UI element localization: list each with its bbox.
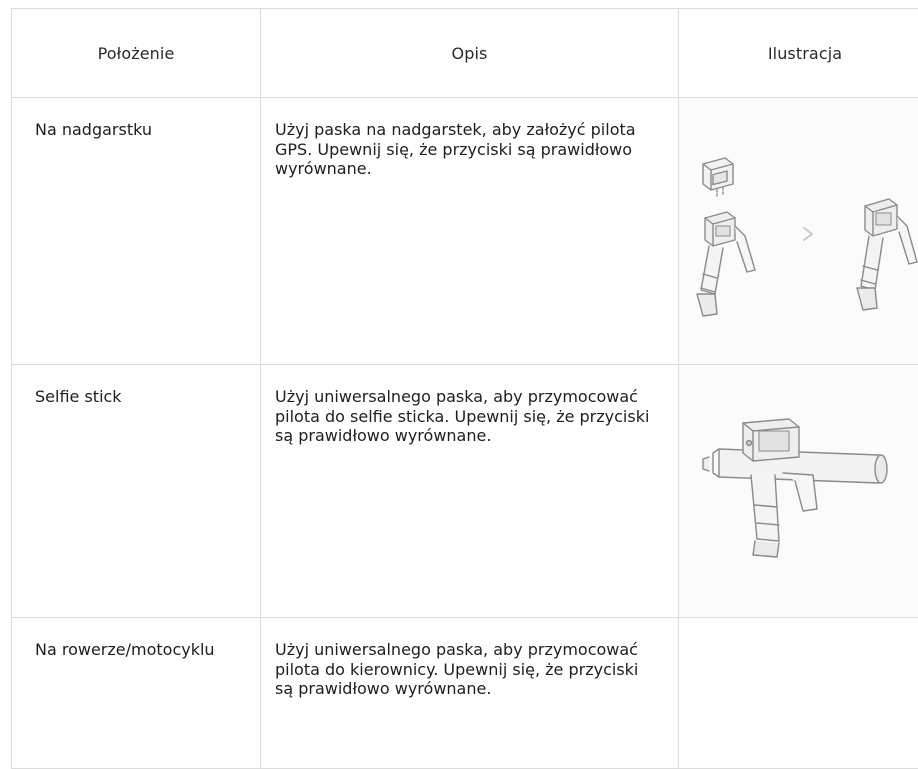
illustration-cell — [679, 98, 918, 365]
header-position: Położenie — [12, 9, 261, 98]
description-cell — [261, 618, 679, 769]
illustration-cell — [679, 365, 918, 618]
position-cell — [12, 365, 261, 618]
table-row — [12, 98, 918, 365]
wrist-strap-mount-illustration — [679, 98, 918, 364]
table-row — [12, 365, 918, 618]
selfie-stick-mount-illustration — [679, 365, 918, 617]
position-text: Na nadgarstku — [12, 98, 260, 140]
position-cell — [12, 98, 261, 365]
mounting-positions-table — [11, 8, 918, 769]
description-text: Użyj uniwersalnego paska, aby przymocować pilota do kierownicy. Upewnij się, że przyciski są prawidłowo wyrównane. — [261, 618, 678, 699]
illustration-area — [679, 618, 918, 768]
header-description: Opis — [261, 9, 679, 98]
description-text: Użyj uniwersalnego paska, aby przymocować pilota do selfie sticka. Upewnij się, że przyciski są prawidłowo wyrównane. — [261, 365, 678, 446]
position-text: Na rowerze/motocyklu — [12, 618, 260, 660]
illustration-cell — [679, 618, 918, 769]
position-cell — [12, 618, 261, 769]
table-row — [12, 618, 918, 769]
description-cell — [261, 98, 679, 365]
description-cell — [261, 365, 679, 618]
description-text: Użyj paska na nadgarstek, aby założyć pilota GPS. Upewnij się, że przyciski są prawidłowo wyrównane. — [261, 98, 678, 179]
position-text: Selfie stick — [12, 365, 260, 407]
table-header-row — [12, 9, 918, 98]
header-illustration: Ilustracja — [679, 9, 918, 98]
